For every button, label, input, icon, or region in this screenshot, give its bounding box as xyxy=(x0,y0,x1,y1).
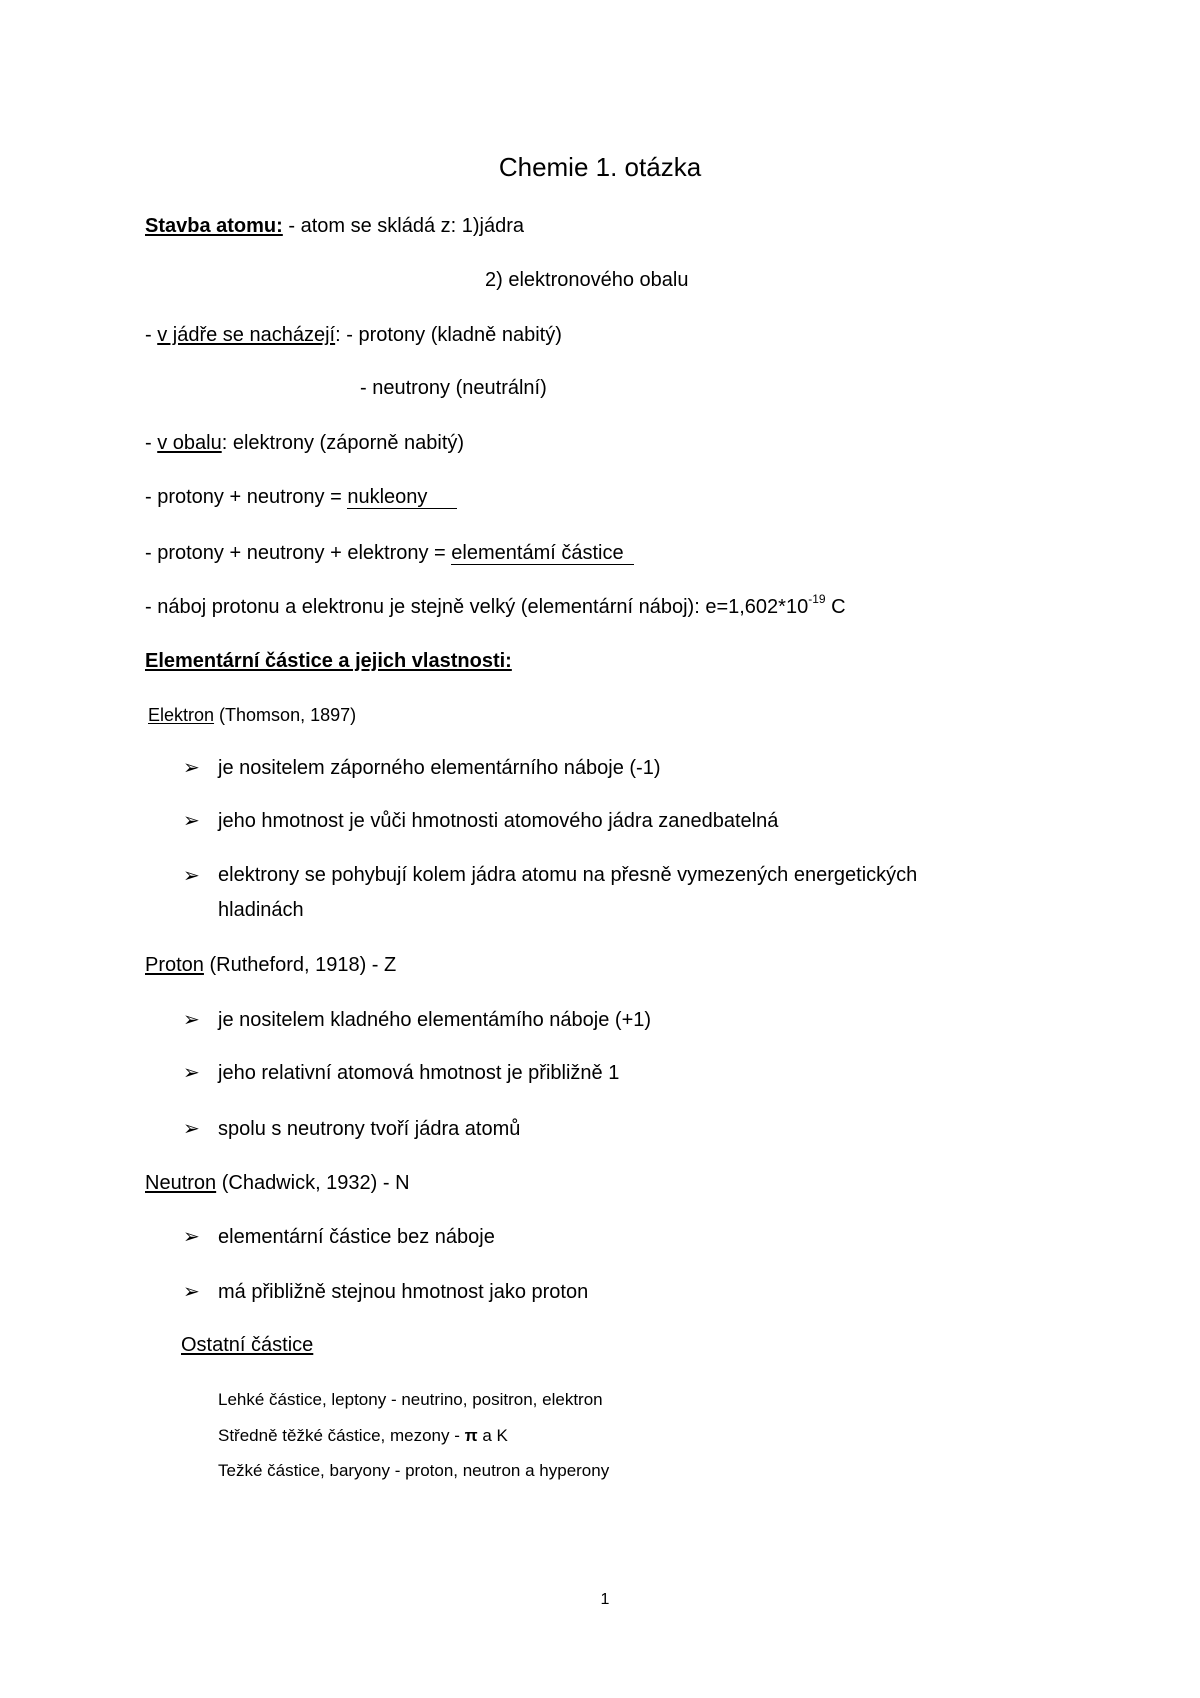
charge-text: - náboj protonu a elektronu je stejně velký (elementární náboj): e=1,602*10 xyxy=(145,596,809,618)
electron-heading xyxy=(148,703,356,727)
nucleons-text: - protony + neutrony = xyxy=(145,486,348,508)
list-item: spolu s neutrony tvoří jádra atomů xyxy=(218,1118,521,1140)
arrow-bullet-icon xyxy=(183,1225,200,1249)
list-item: elektrony se pohybují kolem jádra atomu na přesně vymezených energetických hladinách xyxy=(218,864,918,921)
nucleus-prefix: - xyxy=(145,324,158,346)
arrow-bullet-icon xyxy=(183,1280,200,1304)
electron-name: Elektron xyxy=(148,705,215,725)
elementary-term: elementámí částice xyxy=(451,542,633,565)
nucleus-label: v jádře se nacházejí xyxy=(157,324,336,346)
nucleons-term: nukleony xyxy=(347,486,457,509)
light-particles-line: Lehké částice, leptony - neutrino, positron, elektron xyxy=(218,1390,603,1409)
electron-info: (Thomson, 1897) xyxy=(214,705,357,725)
arrow-bullet-icon xyxy=(183,756,200,780)
nucleus-text: : - protony (kladně nabitý) xyxy=(335,324,562,346)
nucleus-line xyxy=(145,323,562,347)
shell-text: : elektrony (záporně nabitý) xyxy=(221,432,465,454)
proton-name: Proton xyxy=(145,954,204,976)
arrow-bullet-icon xyxy=(183,1008,200,1032)
medium-particles-line xyxy=(218,1425,508,1447)
atom-structure-line xyxy=(145,214,524,238)
electron-shell-line: 2) elektronového obalu xyxy=(485,269,689,291)
list-item: jeho hmotnost je vůči hmotnosti atomového jádra zanedbatelná xyxy=(218,810,779,832)
other-particles-heading: Ostatní částice xyxy=(181,1334,314,1356)
medium-particles-text: Středně těžké částice, mezony - xyxy=(218,1426,465,1445)
atom-structure-text: - atom se skládá z: 1)jádra xyxy=(282,215,525,237)
section-heading: Elementární částice a jejich vlastnosti: xyxy=(145,650,512,672)
charge-exponent: -19 xyxy=(808,592,826,607)
medium-particles-rest: a K xyxy=(477,1426,508,1445)
list-item: elementární částice bez náboje xyxy=(218,1226,495,1248)
proton-info: (Rutheford, 1918) - Z xyxy=(203,954,397,976)
list-item: má přibližně stejnou hmotnost jako proton xyxy=(218,1281,589,1303)
arrow-bullet-icon xyxy=(183,1117,200,1141)
page-number: 1 xyxy=(600,1591,610,1608)
atom-structure-heading: Stavba atomu: xyxy=(145,215,283,237)
elementary-text: - protony + neutrony + elektrony = xyxy=(145,542,452,564)
shell-prefix: - xyxy=(145,432,158,454)
elementary-line xyxy=(145,541,634,565)
arrow-bullet-icon xyxy=(183,864,200,888)
list-item: jeho relativní atomová hmotnost je přibližně 1 xyxy=(218,1062,620,1084)
shell-line xyxy=(145,431,464,455)
pi-symbol: π xyxy=(464,1426,478,1445)
heavy-particles-line: Težké částice, baryony - proton, neutron a hyperony xyxy=(218,1461,610,1480)
shell-label: v obalu xyxy=(157,432,222,454)
list-item: je nositelem kladného elementámího náboje (+1) xyxy=(218,1009,652,1031)
proton-heading xyxy=(145,953,396,977)
neutrons-line: - neutrony (neutrální) xyxy=(360,377,547,399)
arrow-bullet-icon xyxy=(183,1061,200,1085)
arrow-bullet-icon xyxy=(183,809,200,833)
charge-line xyxy=(145,592,846,619)
list-item: je nositelem záporného elementárního náboje (-1) xyxy=(218,757,661,779)
nucleons-line xyxy=(145,485,457,509)
charge-unit: C xyxy=(825,596,846,618)
neutron-heading xyxy=(145,1171,410,1195)
page-title: Chemie 1. otázka xyxy=(498,152,702,182)
neutron-info: (Chadwick, 1932) - N xyxy=(216,1172,410,1194)
neutron-name: Neutron xyxy=(145,1172,217,1194)
